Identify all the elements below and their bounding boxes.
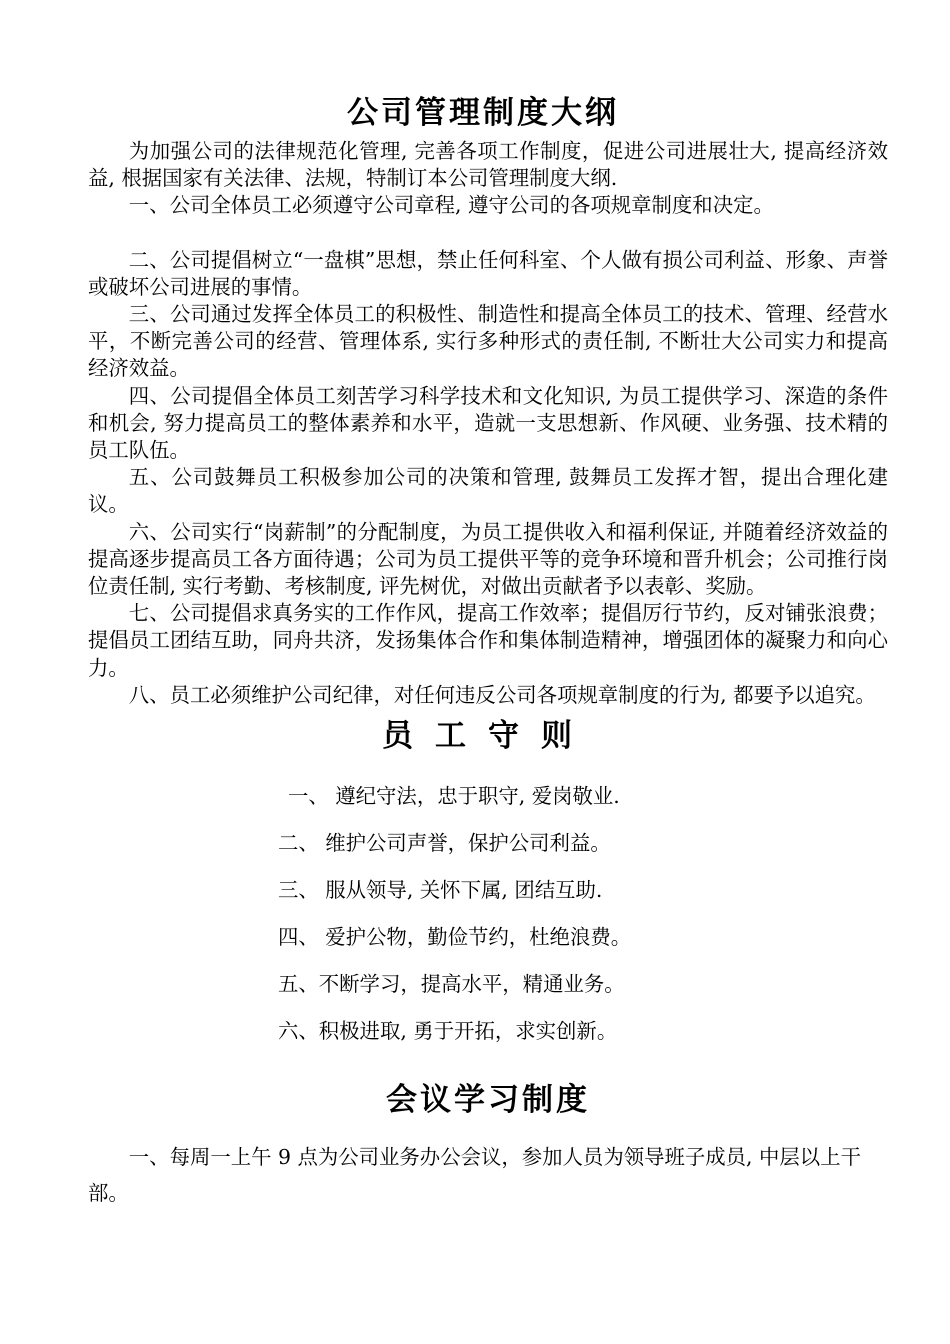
rule-item: 四、 爱护公物，勤俭节约，杜绝浪费。 [278,925,632,950]
paragraph-item-5: 五、公司鼓舞员工积极参加公司的决策和管理, 鼓舞员工发挥才智，提出合理化建议。 [88,465,888,517]
paragraph-item-7: 七、公司提倡求真务实的工作作风，提高工作效率；提倡厉行节约，反对铺张浪费；提倡员工团结互助，同舟共济，发扬集体合作和集体制造精神，增强团体的凝聚力和向心力。 [88,601,888,680]
paragraph-item-4: 四、公司提倡全体员工刻苦学习科学技术和文化知识, 为员工提供学习、深造的条件和机会, 努力提高员工的整体素养和水平，造就一支思想新、作风硬、业务强、技术精的员工队伍。 [88,383,888,463]
meeting-paragraph-1: 一、每周一上午 9 点为公司业务办公会议，参加人员为领导班子成员, 中层以上干部。 [88,1145,861,1206]
paragraph-item-8: 八、员工必须维护公司纪律，对任何违反公司各项规章制度的行为, 都要予以追究。 [128,682,876,707]
employee-rules-list [88,773,888,1055]
management-outline-body [88,138,888,709]
paragraph-item-3: 三、公司通过发挥全体员工的积极性、制造性和提高全体员工的技术、管理、经营水平，不断完善公司的经营、管理体系, 实行多种形式的责任制, 不断壮大公司实力和提高经济效益。 [88,302,888,381]
document-page [88,88,888,1211]
paragraph-intro: 为加强公司的法律规范化管理, 完善各项工作制度，促进公司进展壮大, 提高经济效益, 根据国家有关法律、法规，特制订本公司管理制度大纲. [88,139,888,191]
rule-item: 三、 服从领导, 关怀下属, 团结互助. [278,878,603,903]
paragraph-item-6: 六、公司实行“岗薪制”的分配制度，为员工提供收入和福利保证, 并随着经济效益的提高逐步提高员工各方面待遇；公司为员工提供平等的竞争环境和晋升机会；公司推行岗位责任制, 实行考勤、考核制度, 评先树优，对做出贡献者予以表彰、奖励。 [88,519,888,599]
section-title-management: 公司管理制度大纲 [347,95,619,131]
rule-item: 五、不断学习，提高水平，精通业务。 [278,972,625,997]
paragraph-item-1: 一、公司全体员工必须遵守公司章程, 遵守公司的各项规章制度和决定。 [128,193,774,218]
rule-item: 一、 遵纪守法，忠于职守, 爱岗敬业. [288,784,620,809]
paragraph-item-2: 二、公司提倡树立“一盘棋”思想，禁止任何科室、个人做有损公司利益、形象、声誉或破坏公司进展的事情。 [88,247,888,299]
rule-item: 六、积极进取, 勇于开拓，求实创新。 [278,1019,618,1044]
section-title-employee-rules: 员工守则 [382,718,594,755]
section-title-meeting: 会议学习制度 [386,1082,590,1119]
rule-item: 二、 维护公司声誉，保护公司利益。 [278,831,611,856]
